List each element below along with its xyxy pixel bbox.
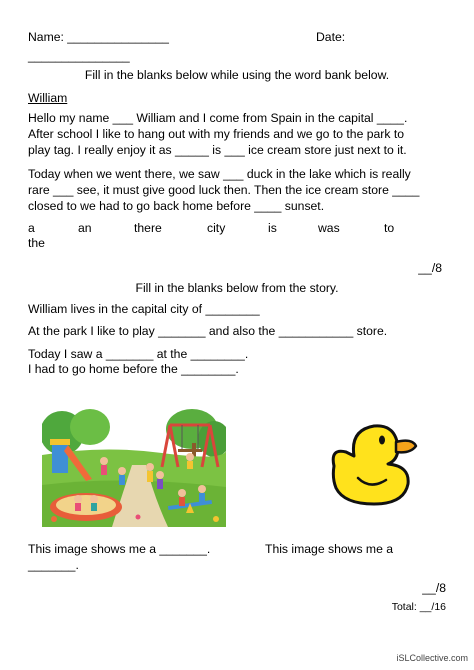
- paragraph-2-line: Today when we went there, we saw ___ duck in the lake which is really: [28, 167, 411, 181]
- paragraph-2-line: closed to we had to go back home before ____ sunset.: [28, 199, 325, 213]
- total-score: Total: __/16: [391, 601, 446, 613]
- duck-illustration: [324, 408, 420, 508]
- word-bank-to: to: [384, 221, 395, 235]
- score-2: __/8: [422, 581, 446, 595]
- caption-right-blank: _______.: [28, 558, 79, 572]
- paragraph-2: [28, 166, 419, 214]
- question-2: At the park I like to play _______ and also the ___________ store.: [28, 324, 388, 338]
- instruction-1: Fill in the blanks below while using the word bank below.: [84, 68, 390, 82]
- paragraph-1-line: Hello my name ___ William and I come from Spain in the capital ____.: [28, 111, 408, 125]
- park-illustration: [42, 405, 226, 527]
- question-4: I had to go home before the ________.: [28, 362, 239, 376]
- word-bank-is: is: [268, 221, 277, 235]
- question-3: Today I saw a _______ at the ________.: [28, 347, 249, 361]
- word-bank-there: there: [134, 221, 162, 235]
- paragraph-1-line: play tag. I really enjoy it as _____ is ___ ice cream store just next to it.: [28, 143, 407, 157]
- instruction-2: Fill in the blanks below from the story.: [135, 281, 339, 295]
- word-bank-city: city: [207, 221, 226, 235]
- word-bank-the: the: [28, 236, 45, 250]
- watermark: iSLCollective.com: [396, 653, 468, 663]
- word-bank-a: a: [28, 221, 35, 235]
- paragraph-1: [28, 110, 407, 158]
- caption-right: This image shows me a: [265, 542, 394, 556]
- word-bank-an: an: [78, 221, 92, 235]
- paragraph-1-line: After school I like to hang out with my friends and we go to the park to: [28, 127, 404, 141]
- word-bank-was: was: [318, 221, 340, 235]
- story-heading: William: [28, 91, 68, 105]
- score-1: __/8: [418, 261, 442, 275]
- date-blank: _______________: [28, 49, 130, 63]
- paragraph-2-line: rare ___ see, it must give good luck then. Then the ice cream store ____: [28, 183, 420, 197]
- date-label: Date:: [316, 30, 346, 44]
- question-1: William lives in the capital city of ________: [28, 302, 260, 316]
- name-label: Name: _______________: [28, 30, 169, 44]
- caption-left: This image shows me a _______.: [28, 542, 211, 556]
